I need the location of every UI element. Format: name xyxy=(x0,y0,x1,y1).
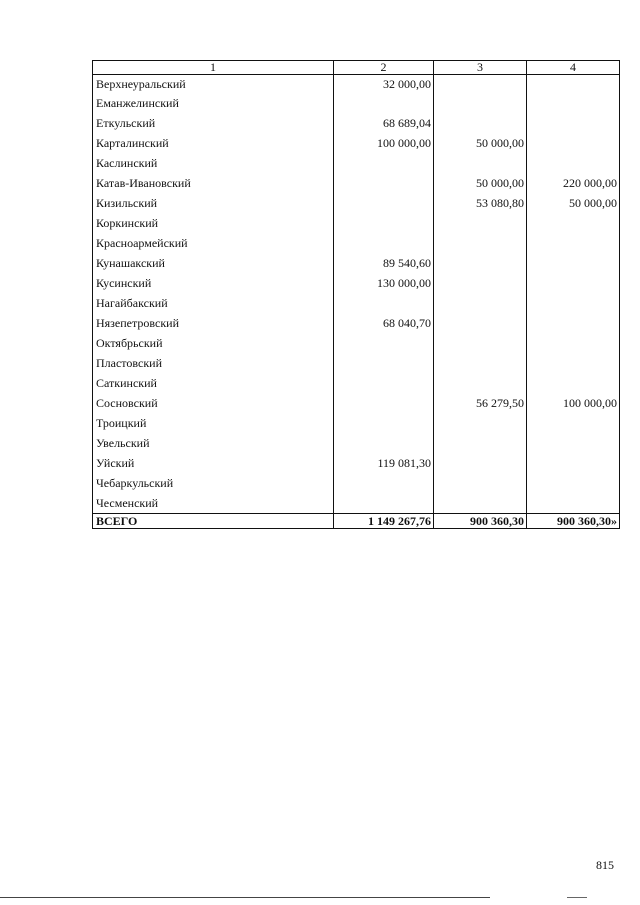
value-col-2: 68 689,04 xyxy=(334,113,434,133)
page-number: 815 xyxy=(596,858,614,872)
value-col-2 xyxy=(334,213,434,233)
value-col-4 xyxy=(527,433,620,453)
table-row xyxy=(93,75,620,94)
value-col-3 xyxy=(434,313,527,333)
value-col-3 xyxy=(434,373,527,393)
value-col-3 xyxy=(434,493,527,514)
value-col-2 xyxy=(334,353,434,373)
value-col-2 xyxy=(334,333,434,353)
value-col-3 xyxy=(434,473,527,493)
district-name: Саткинский xyxy=(93,373,334,393)
district-name: Коркинский xyxy=(93,213,334,233)
value-col-2 xyxy=(334,413,434,433)
value-col-2: 130 000,00 xyxy=(334,273,434,293)
district-name: Катав-Ивановский xyxy=(93,173,334,193)
value-col-2: 68 040,70 xyxy=(334,313,434,333)
value-col-4 xyxy=(527,273,620,293)
table-row xyxy=(93,153,620,173)
table-row xyxy=(93,93,620,113)
table-row xyxy=(93,433,620,453)
district-name: Октябрьский xyxy=(93,333,334,353)
value-col-3 xyxy=(434,213,527,233)
value-col-2 xyxy=(334,93,434,113)
total-label: ВСЕГО xyxy=(93,514,334,529)
value-col-3 xyxy=(434,273,527,293)
value-col-4 xyxy=(527,93,620,113)
value-col-2 xyxy=(334,493,434,514)
value-col-3: 50 000,00 xyxy=(434,133,527,153)
table-row xyxy=(93,193,620,213)
value-col-3 xyxy=(434,153,527,173)
value-col-2: 119 081,30 xyxy=(334,453,434,473)
value-col-2 xyxy=(334,153,434,173)
table-row xyxy=(93,233,620,253)
value-col-3 xyxy=(434,333,527,353)
table-row xyxy=(93,373,620,393)
value-col-3 xyxy=(434,433,527,453)
value-col-4: 100 000,00 xyxy=(527,393,620,413)
district-name: Нагайбакский xyxy=(93,293,334,313)
value-col-3 xyxy=(434,253,527,273)
value-col-4 xyxy=(527,75,620,94)
value-col-3 xyxy=(434,413,527,433)
value-col-4 xyxy=(527,413,620,433)
total-row xyxy=(93,514,620,529)
table-row xyxy=(93,493,620,514)
value-col-3 xyxy=(434,353,527,373)
table-row xyxy=(93,333,620,353)
table-row xyxy=(93,173,620,193)
value-col-2 xyxy=(334,393,434,413)
value-col-4 xyxy=(527,333,620,353)
district-name: Еткульский xyxy=(93,113,334,133)
value-col-3 xyxy=(434,233,527,253)
value-col-4 xyxy=(527,493,620,514)
value-col-2: 32 000,00 xyxy=(334,75,434,94)
column-header-4: 4 xyxy=(527,61,620,75)
header-row xyxy=(93,61,620,75)
total-col-4: 900 360,30» xyxy=(527,514,620,529)
district-name: Троицкий xyxy=(93,413,334,433)
table-row xyxy=(93,213,620,233)
table-row xyxy=(93,453,620,473)
district-name: Сосновский xyxy=(93,393,334,413)
table-row xyxy=(93,273,620,293)
value-col-2 xyxy=(334,473,434,493)
value-col-4 xyxy=(527,113,620,133)
district-name: Еманжелинский xyxy=(93,93,334,113)
table-row xyxy=(93,473,620,493)
value-col-2 xyxy=(334,293,434,313)
value-col-4 xyxy=(527,353,620,373)
district-name: Нязепетровский xyxy=(93,313,334,333)
table-row xyxy=(93,113,620,133)
value-col-3: 50 000,00 xyxy=(434,173,527,193)
value-col-4 xyxy=(527,313,620,333)
district-name: Верхнеуральский xyxy=(93,75,334,94)
value-col-2 xyxy=(334,193,434,213)
value-col-3 xyxy=(434,293,527,313)
footer-divider xyxy=(0,897,490,898)
district-name: Чесменский xyxy=(93,493,334,514)
table-row xyxy=(93,413,620,433)
value-col-4 xyxy=(527,133,620,153)
value-col-2: 100 000,00 xyxy=(334,133,434,153)
value-col-4 xyxy=(527,473,620,493)
value-col-3: 53 080,80 xyxy=(434,193,527,213)
value-col-2 xyxy=(334,233,434,253)
table-row xyxy=(93,293,620,313)
value-col-4: 220 000,00 xyxy=(527,173,620,193)
value-col-3 xyxy=(434,93,527,113)
district-name: Увельский xyxy=(93,433,334,453)
district-name: Уйский xyxy=(93,453,334,473)
value-col-4 xyxy=(527,233,620,253)
district-name: Кизильский xyxy=(93,193,334,213)
value-col-3 xyxy=(434,113,527,133)
value-col-4 xyxy=(527,213,620,233)
total-col-3: 900 360,30 xyxy=(434,514,527,529)
value-col-3 xyxy=(434,75,527,94)
table-row xyxy=(93,133,620,153)
value-col-2 xyxy=(334,173,434,193)
column-header-2: 2 xyxy=(334,61,434,75)
value-col-4: 50 000,00 xyxy=(527,193,620,213)
value-col-2 xyxy=(334,433,434,453)
district-name: Кунашакский xyxy=(93,253,334,273)
district-name: Красноармейский xyxy=(93,233,334,253)
value-col-4 xyxy=(527,453,620,473)
district-name: Пластовский xyxy=(93,353,334,373)
district-name: Каслинский xyxy=(93,153,334,173)
column-header-1: 1 xyxy=(93,61,334,75)
table-row xyxy=(93,253,620,273)
value-col-3 xyxy=(434,453,527,473)
value-col-2: 89 540,60 xyxy=(334,253,434,273)
district-name: Кусинский xyxy=(93,273,334,293)
table-row xyxy=(93,313,620,333)
district-name: Чебаркульский xyxy=(93,473,334,493)
district-name: Карталинский xyxy=(93,133,334,153)
district-funding-table xyxy=(92,60,620,529)
table-row xyxy=(93,353,620,373)
footer-divider-mark xyxy=(567,897,587,898)
table-row xyxy=(93,393,620,413)
column-header-3: 3 xyxy=(434,61,527,75)
value-col-4 xyxy=(527,253,620,273)
value-col-4 xyxy=(527,373,620,393)
value-col-2 xyxy=(334,373,434,393)
value-col-3: 56 279,50 xyxy=(434,393,527,413)
total-col-2: 1 149 267,76 xyxy=(334,514,434,529)
value-col-4 xyxy=(527,293,620,313)
value-col-4 xyxy=(527,153,620,173)
